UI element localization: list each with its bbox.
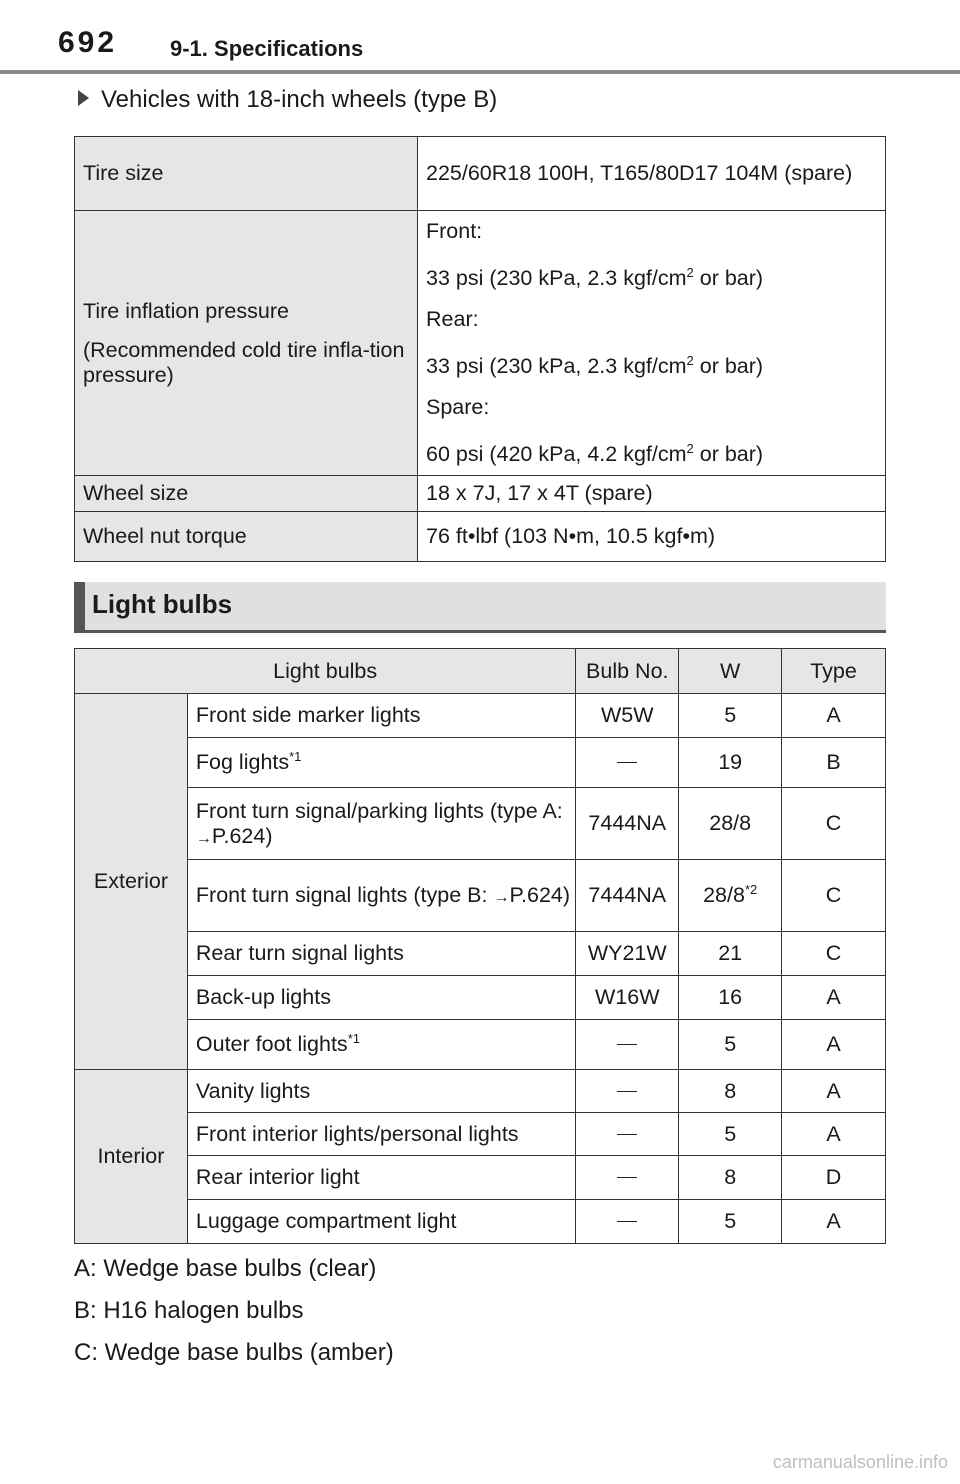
bulb-name-text: Front turn signal lights (type B: (195, 883, 494, 907)
rear-value (426, 340, 877, 387)
bulb-name (187, 738, 575, 788)
bulb-type: D (782, 1156, 886, 1200)
unit-tail: or bar) (693, 354, 764, 379)
bulb-name (187, 1020, 575, 1070)
table-row (75, 860, 886, 932)
bulb-number: WY21W (576, 932, 679, 976)
arrow-right-icon: → (195, 829, 212, 847)
bulb-watt: 5 (679, 1113, 782, 1156)
unit-sup: 2 (686, 353, 694, 369)
table-row (75, 932, 886, 976)
bulb-number (576, 1113, 679, 1156)
legend-item: C: Wedge base bulbs (amber) (74, 1339, 394, 1366)
bulb-watt: 19 (679, 738, 782, 788)
dash-icon (617, 1091, 637, 1092)
tire-size-label: Tire size (75, 137, 418, 211)
heading-accent-bar (74, 582, 85, 633)
section-title: 9-1. Specifications (170, 36, 364, 61)
page-header (0, 0, 960, 76)
inflation-label (75, 211, 418, 476)
page-reference-link[interactable]: P.624) (211, 823, 273, 848)
col-light-bulbs: Light bulbs (75, 649, 576, 694)
bulb-watt: 28/8 (679, 788, 782, 860)
bulb-name: Vanity lights (187, 1070, 575, 1113)
unit-tail: or bar) (693, 266, 764, 291)
bulb-type: C (782, 932, 886, 976)
front-value (426, 252, 877, 299)
light-bulbs-section-heading (74, 582, 886, 633)
bulb-name: Rear turn signal lights (187, 932, 575, 976)
bulb-name: Front side marker lights (187, 694, 575, 738)
table-header-row (75, 649, 886, 694)
dash-icon (617, 1177, 637, 1178)
light-bulbs-heading-text: Light bulbs (92, 589, 233, 619)
table-row (75, 137, 886, 211)
legend-item: A: Wedge base bulbs (clear) (74, 1255, 377, 1282)
bulb-number (576, 1020, 679, 1070)
arrow-right-icon: → (493, 889, 510, 906)
col-type: Type (782, 649, 886, 694)
page-number: 692 (58, 26, 118, 59)
wheel-nut-label: Wheel nut torque (75, 512, 418, 562)
bulb-name (187, 788, 575, 860)
page-reference-link[interactable]: P.624) (509, 883, 571, 907)
bulb-watt: 16 (679, 976, 782, 1020)
inflation-values (418, 211, 886, 476)
bulb-watt: 5 (679, 1200, 782, 1244)
bulb-type-legend (74, 1254, 394, 1380)
bulb-watt: 5 (679, 1020, 782, 1070)
table-row (75, 512, 886, 562)
bulb-number (576, 738, 679, 788)
inflation-label-line1: Tire inflation pressure (83, 298, 289, 323)
bulb-watt-text: 28/8 (703, 883, 745, 908)
bulb-type: B (782, 738, 886, 788)
wheel-nut-value: 76 ft•lbf (103 N•m, 10.5 kgf•m) (418, 512, 886, 562)
wheel-size-label: Wheel size (75, 476, 418, 512)
light-bulbs-table (74, 648, 886, 1244)
bulb-watt: 8 (679, 1156, 782, 1200)
table-row (75, 1020, 886, 1070)
bulb-type: A (782, 1020, 886, 1070)
dash-icon (617, 1044, 637, 1045)
tire-size-value: 225/60R18 100H, T165/80D17 104M (spare) (418, 137, 886, 211)
rear-value-text: 33 psi (230 kPa, 2.3 kgf/cm (426, 354, 687, 379)
bulb-watt (679, 860, 782, 932)
bulb-number: W5W (576, 694, 679, 738)
legend-item: B: H16 halogen bulbs (74, 1297, 304, 1324)
front-label: Front: (426, 219, 483, 243)
bulb-name: Luggage compartment light (187, 1200, 575, 1244)
front-value-text: 33 psi (230 kPa, 2.3 kgf/cm (426, 266, 687, 291)
bulb-watt: 8 (679, 1070, 782, 1113)
bulb-name-text: Outer foot lights (195, 1032, 348, 1057)
bulb-number: W16W (576, 976, 679, 1020)
footnote-marker: *1 (347, 1031, 360, 1047)
bulb-type: A (782, 1113, 886, 1156)
rear-label: Rear: (426, 307, 479, 332)
bulb-number: 7444NA (576, 788, 679, 860)
dash-icon (617, 762, 637, 763)
bulb-type: C (782, 788, 886, 860)
footnote-marker: *1 (289, 749, 302, 765)
tire-spec-table (74, 136, 886, 562)
bulb-type: C (782, 860, 886, 932)
table-row (75, 211, 886, 476)
wheel-size-value: 18 x 7J, 17 x 4T (spare) (418, 476, 886, 512)
bulb-name-text: Fog lights (195, 750, 290, 775)
bulb-name: Front interior lights/personal lights (187, 1113, 575, 1156)
table-row (75, 1200, 886, 1244)
bulb-number (576, 1070, 679, 1113)
bulb-name: Back-up lights (187, 976, 575, 1020)
col-bulb-no: Bulb No. (576, 649, 679, 694)
table-row (75, 738, 886, 788)
bulb-type: A (782, 976, 886, 1020)
bulb-name-text: Front turn signal/parking lights (type A: (195, 798, 563, 823)
table-row (75, 1113, 886, 1156)
spare-label: Spare: (426, 395, 490, 420)
table-row (75, 788, 886, 860)
bulb-number (576, 1200, 679, 1244)
bulb-watt: 5 (679, 694, 782, 738)
spare-value-text: 60 psi (420 kPa, 4.2 kgf/cm (426, 442, 687, 467)
table-row (75, 476, 886, 512)
dash-icon (617, 1134, 637, 1135)
triangle-bullet-icon (78, 90, 89, 106)
bulb-watt: 21 (679, 932, 782, 976)
table-row (75, 694, 886, 738)
unit-sup: 2 (686, 265, 694, 280)
bulb-name (187, 860, 575, 932)
watermark: carmanualsonline.info (772, 1452, 948, 1472)
bulb-number: 7444NA (576, 860, 679, 932)
bulb-type: A (782, 694, 886, 738)
unit-tail: or bar) (693, 442, 764, 467)
bulb-type: A (782, 1200, 886, 1244)
header-rule (0, 70, 960, 74)
vehicle-heading (78, 86, 497, 114)
dash-icon (617, 1221, 637, 1222)
table-row (75, 1070, 886, 1113)
interior-category: Interior (75, 1070, 188, 1244)
spare-value (426, 428, 877, 475)
unit-sup: 2 (686, 441, 694, 457)
footnote-marker: *2 (744, 882, 758, 898)
table-row (75, 976, 886, 1020)
col-watt: W (679, 649, 782, 694)
bulb-type: A (782, 1070, 886, 1113)
vehicle-heading-text: Vehicles with 18-inch wheels (type B) (101, 86, 498, 113)
bulb-name: Rear interior light (187, 1156, 575, 1200)
inflation-label-line2: (Recommended cold tire infla-tion pressure) (83, 337, 405, 387)
bulb-number (576, 1156, 679, 1200)
exterior-category: Exterior (75, 694, 188, 1070)
table-row (75, 1156, 886, 1200)
